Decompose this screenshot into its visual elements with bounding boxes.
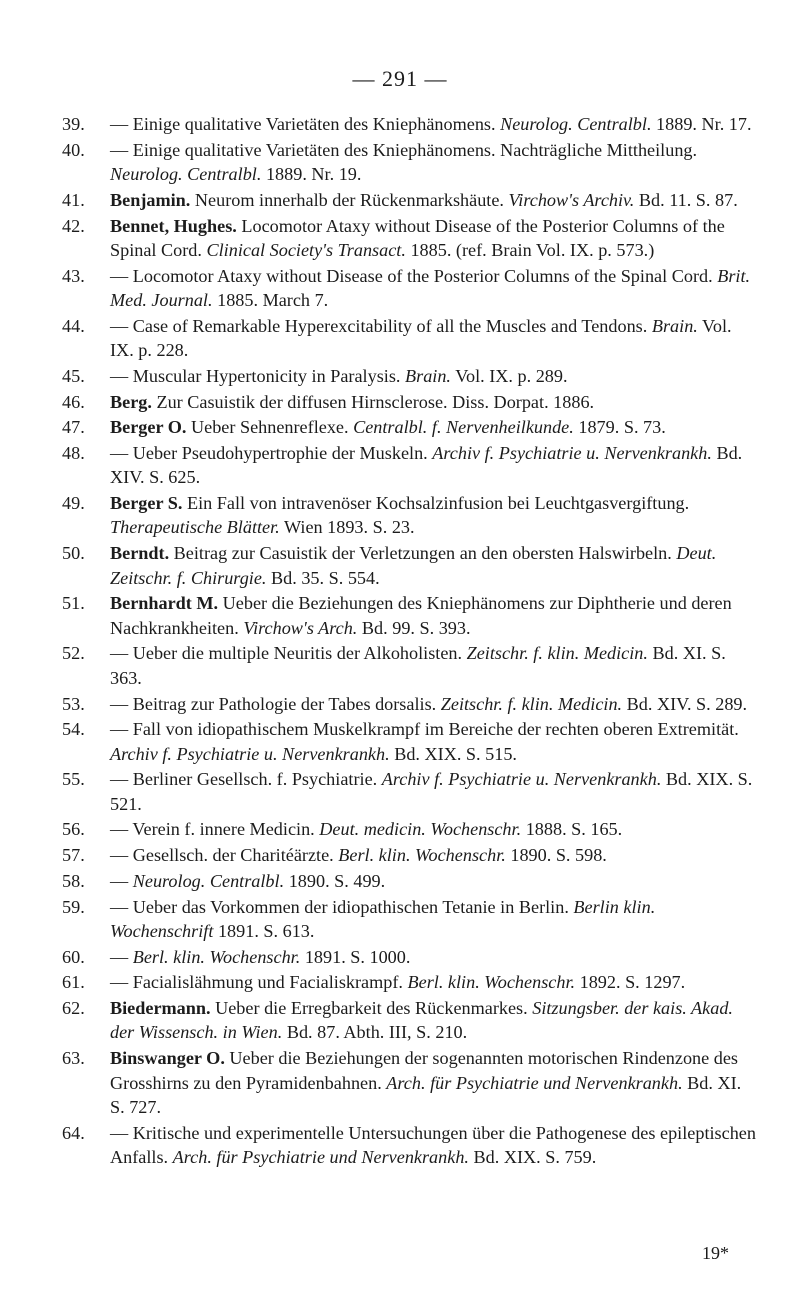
entry-author: Berger O.: [110, 417, 187, 438]
entry-number: 57.: [62, 845, 85, 866]
entry-author: Benjamin.: [110, 189, 191, 210]
entry-details: Bd. 11. S. 87.: [634, 189, 738, 210]
entry-source: Berl. klin. Wochenschr.: [338, 845, 506, 866]
page-number: — 291 —: [352, 66, 448, 91]
entry-author: Bennet, Hughes.: [110, 215, 237, 236]
entry-details: Vol. IX. p. 289.: [450, 365, 568, 386]
entry-number: 50.: [62, 543, 85, 564]
entry-title: — Ueber Pseudohypertrophie der Muskeln.: [110, 442, 433, 463]
bibliography-entry: [62, 843, 756, 867]
entry-details: Bd. XIX. S. 759.: [468, 1147, 597, 1168]
entry-details: 1890. S. 598.: [505, 845, 607, 866]
bibliography-entry: [62, 314, 756, 363]
entry-details: 1885. March 7.: [212, 290, 329, 311]
entry-number: 58.: [62, 870, 85, 891]
entry-details: Bd. 35. S. 554.: [266, 567, 380, 588]
entry-source: Berl. klin. Wochenschr.: [407, 972, 576, 993]
entry-number: 39.: [62, 114, 85, 134]
bibliography-entry: [62, 767, 756, 816]
bibliography-list: [62, 112, 756, 1171]
entry-details: Vol. IX. p. 228.: [110, 315, 732, 361]
entry-title: Ueber Sehnenreflexe.: [186, 417, 354, 438]
bibliography-entry: [62, 364, 756, 388]
bibliography-entry: [62, 970, 756, 994]
entry-source: Clinical Society's Transact.: [206, 239, 406, 260]
bibliography-entry: [62, 390, 756, 414]
entry-details: 1890. S. 499.: [284, 870, 386, 891]
bibliography-entry: [62, 264, 756, 313]
entry-details: Bd. XIV. S. 289.: [622, 693, 748, 714]
entry-source: Arch. für Psychiatrie und Nervenkrankh.: [172, 1147, 469, 1168]
entry-details: Bd. XIV. S. 625.: [110, 442, 743, 488]
bibliography-entry: [62, 869, 756, 893]
entry-number: 44.: [62, 315, 85, 336]
entry-source: Deut. medicin. Wochenschr.: [319, 819, 522, 840]
entry-source: Virchow's Arch.: [243, 617, 358, 638]
entry-title: Ueber die Beziehungen des Kniephänomens zur Diphtherie und deren Nachkrankheiten.: [110, 593, 732, 638]
entry-source: Sitzungsber. der kais. Akad. der Wissensch. in Wien.: [110, 998, 733, 1043]
entry-source: Therapeutische Blätter.: [110, 517, 280, 538]
entry-author: Biedermann.: [110, 998, 211, 1019]
entry-title: — Einige qualitative Varietäten des Kniephänomens.: [110, 114, 501, 134]
bibliography-entry: [62, 945, 756, 969]
entry-author: Berndt.: [110, 543, 170, 564]
entry-title: Ueber die Erregbarkeit des Rückenmarkes.: [210, 998, 533, 1019]
entry-number: 45.: [62, 365, 85, 386]
entry-title: — Case of Remarkable Hyperexcitability of all the Muscles and Tendons.: [110, 315, 652, 336]
entry-number: 64.: [62, 1122, 85, 1143]
entry-number: 51.: [62, 593, 85, 614]
entry-title: Beitrag zur Casuistik der Verletzungen an den obersten Halswirbeln.: [169, 543, 677, 564]
entry-number: 46.: [62, 391, 85, 412]
entry-number: 43.: [62, 265, 85, 286]
entry-title: — Ueber das Vorkommen der idiopathischen Tetanie in Berlin.: [110, 896, 574, 917]
entry-title: — Gesellsch. der Charitéärzte.: [110, 845, 339, 866]
entry-number: 59.: [62, 896, 85, 917]
signature-mark: 19*: [702, 1243, 729, 1263]
bibliography-entry: [62, 996, 756, 1045]
entry-source: Centralbl. f. Nervenheilkunde.: [353, 417, 574, 438]
entry-number: 47.: [62, 417, 85, 438]
bibliography-entry: [62, 541, 756, 590]
entry-number: 48.: [62, 442, 85, 463]
entry-number: 60.: [62, 946, 85, 967]
bibliography-entry: [62, 591, 756, 640]
entry-details: 1888. S. 165.: [521, 819, 623, 840]
entry-title: — Verein f. innere Medicin.: [110, 819, 320, 840]
entry-number: 52.: [62, 643, 85, 664]
bibliography-entry: [62, 188, 756, 212]
entry-author: Binswanger O.: [110, 1048, 225, 1069]
entry-source: Archiv f. Psychiatrie u. Nervenkrankh.: [432, 442, 712, 463]
entry-source: Archiv f. Psychiatrie u. Nervenkrankh.: [381, 769, 662, 790]
entry-details: 1891. S. 613.: [213, 920, 315, 941]
entry-number: 49.: [62, 493, 85, 514]
entry-details: 1889. Nr. 17.: [651, 114, 752, 134]
entry-source: Neurolog. Centralbl.: [500, 114, 652, 134]
entry-number: 62.: [62, 998, 85, 1019]
bibliography-entry: [62, 692, 756, 716]
entry-source: Berlin klin. Wochenschrift: [110, 896, 656, 941]
entry-details: Bd. 99. S. 393.: [357, 617, 471, 638]
bibliography-entry: [62, 1121, 756, 1170]
entry-details: Bd. XIX. S. 515.: [389, 743, 517, 764]
entry-title: Ein Fall von intravenöser Kochsalzinfusion bei Leuchtgasvergiftung.: [182, 493, 690, 514]
entry-source: Deut. Zeitschr. f. Chirurgie.: [110, 543, 717, 588]
bibliography-entry: [62, 138, 756, 187]
entry-details: Wien 1893. S. 23.: [279, 517, 415, 538]
entry-details: 1892. S. 1297.: [575, 972, 686, 993]
entry-details: Bd. XIX. S. 521.: [110, 769, 753, 814]
entry-details: 1891. S. 1000.: [300, 946, 411, 967]
entry-title: — Locomotor Ataxy without Disease of the Posterior Columns of the Spinal Cord.: [110, 265, 718, 286]
entry-source: Archiv f. Psychiatrie u. Nervenkrankh.: [110, 743, 390, 764]
entry-number: 54.: [62, 719, 85, 740]
bibliography-entry: [62, 1046, 756, 1119]
entry-number: 53.: [62, 693, 85, 714]
entry-title: Ueber die Beziehungen der sogenannten motorischen Rindenzone des Grosshirns zu den Pyramidenbahnen.: [110, 1048, 738, 1093]
entry-title: — Beitrag zur Pathologie der Tabes dorsalis.: [110, 693, 441, 714]
entry-title: —: [110, 870, 133, 891]
entry-title: — Kritische und experimentelle Untersuchungen über die Pathogenese des epileptischen Anfalls.: [110, 1122, 756, 1168]
entry-source: Brain.: [405, 365, 451, 386]
entry-source: Brain.: [651, 315, 698, 336]
entry-number: 40.: [62, 139, 85, 160]
entry-source: Zeitschr. f. klin. Medicin.: [466, 643, 648, 664]
entry-number: 55.: [62, 769, 85, 790]
entry-details: Bd. XI. S. 727.: [110, 1072, 742, 1117]
entry-number: 61.: [62, 972, 85, 993]
entry-number: 63.: [62, 1048, 85, 1069]
entry-title: — Fall von idiopathischem Muskelkrampf im Bereiche der rechten oberen Extremität.: [110, 719, 739, 740]
entry-number: 42.: [62, 215, 85, 236]
entry-source: Neurolog. Centralbl.: [110, 164, 262, 185]
entry-title: Zur Casuistik der diffusen Hirnsclerose. Diss. Dorpat. 1886.: [151, 391, 595, 412]
bibliography-entry: [62, 441, 756, 490]
bibliography-entry: [62, 895, 756, 944]
entry-title: — Berliner Gesellsch. f. Psychiatrie.: [110, 769, 382, 790]
entry-number: 56.: [62, 819, 85, 840]
bibliography-entry: [62, 817, 756, 841]
entry-title: — Facialislähmung und Facialiskrampf.: [110, 972, 408, 993]
entry-source: Arch. für Psychiatrie und Nervenkrankh.: [386, 1072, 683, 1093]
bibliography-entry: [62, 717, 756, 766]
entry-author: Berger S.: [110, 493, 183, 514]
entry-source: Virchow's Archiv.: [508, 189, 635, 210]
entry-title: — Muscular Hypertonicity in Paralysis.: [110, 365, 405, 386]
bibliography-entry: [62, 214, 756, 263]
entry-title: Neurom innerhalb der Rückenmarkshäute.: [190, 189, 509, 210]
bibliography-entry: [62, 491, 756, 540]
entry-source: Brit. Med. Journal.: [110, 265, 751, 311]
entry-author: Berg.: [110, 391, 152, 412]
entry-source: Zeitschr. f. klin. Medicin.: [440, 693, 623, 714]
entry-details: Bd. XI. S. 363.: [110, 643, 726, 688]
entry-details: 1885. (ref. Brain Vol. IX. p. 573.): [405, 239, 655, 260]
entry-author: Bernhardt M.: [110, 593, 219, 614]
entry-title: — Einige qualitative Varietäten des Kniephänomens. Nachträgliche Mittheilung.: [110, 139, 698, 160]
entry-details: Bd. 87. Abth. III, S. 210.: [282, 1022, 468, 1043]
entry-title: — Ueber die multiple Neuritis der Alkoholisten.: [110, 643, 467, 664]
bibliography-entry: [62, 415, 756, 439]
entry-details: 1889. Nr. 19.: [261, 164, 362, 185]
entry-title: Locomotor Ataxy without Disease of the Posterior Columns of the Spinal Cord.: [110, 215, 725, 260]
entry-details: 1879. S. 73.: [573, 417, 666, 438]
entry-source: Berl. klin. Wochenschr.: [132, 946, 301, 967]
entry-number: 41.: [62, 189, 85, 210]
entry-source: Neurolog. Centralbl.: [132, 870, 285, 891]
bibliography-entry: [62, 112, 756, 136]
bibliography-entry: [62, 641, 756, 690]
entry-title: —: [110, 946, 133, 967]
